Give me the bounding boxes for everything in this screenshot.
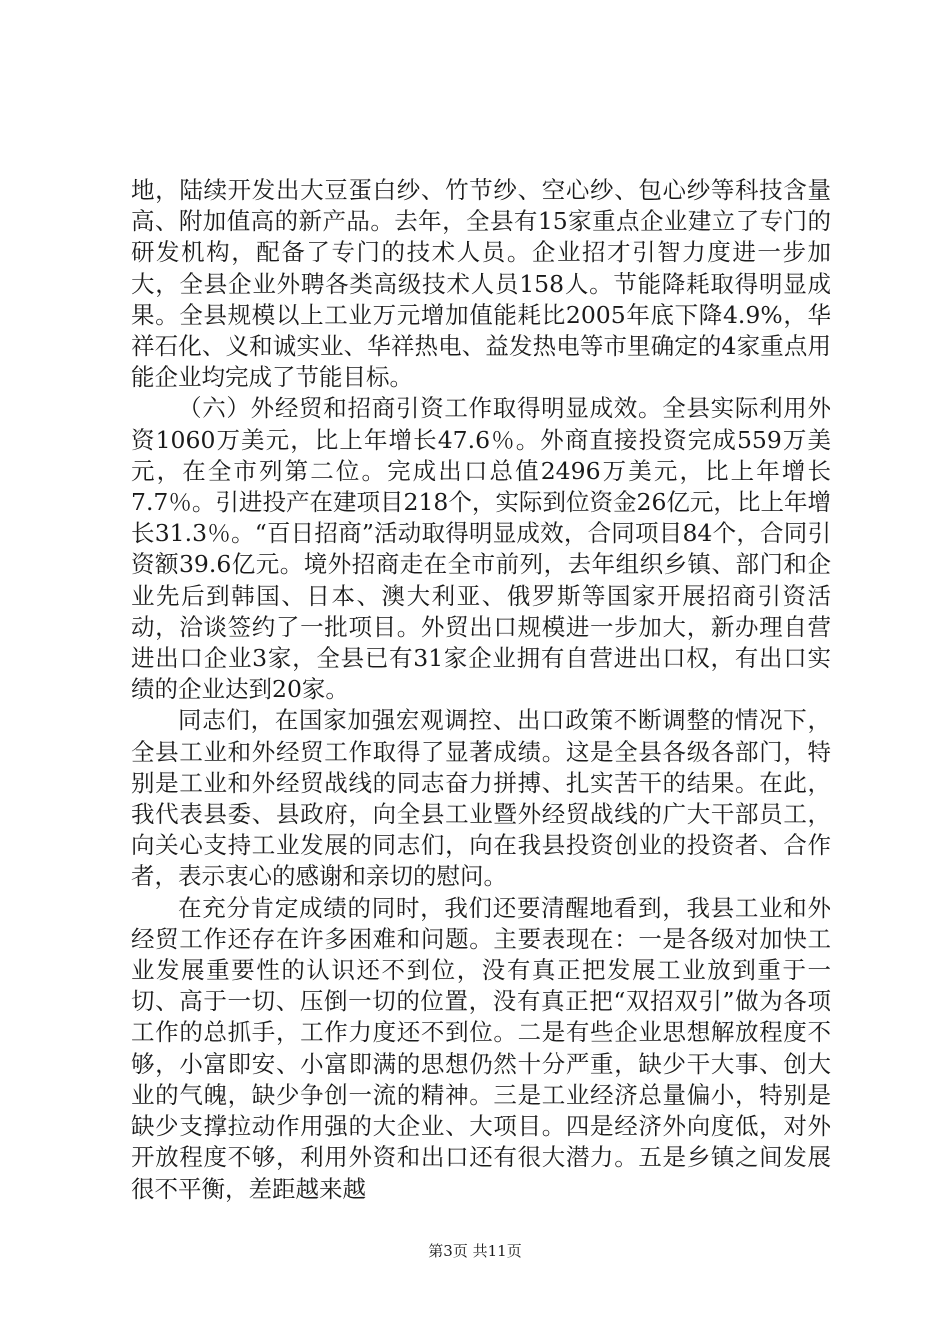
paragraph-4: 在充分肯定成绩的同时，我们还要清醒地看到，我县工业和外经贸工作还存在许多困难和问题。主要表现在：一是各级对加快工业发展重要性的认识还不到位，没有真正把发展工业放到重于一切、高于一切、压倒一切的位置，没有真正把“双招双引”做为各项工作的总抓手，工作力度还不到位。二是有些企业思想解放程度不够，小富即安、小富即满的思想仍然十分严重，缺少干大事、创大业的气魄，缺少争创一流的精神。三是工业经济总量偏小，特别是缺少支撑拉动作用强的大企业、大项目。四是经济外向度低，对外开放程度不够，利用外资和出口还有很大潜力。五是乡镇之间发展很不平衡，差距越来越 <box>131 893 831 1203</box>
page-number-footer: 第3页 共11页 <box>428 1242 522 1260</box>
paragraph-3: 同志们，在国家加强宏观调控、出口政策不断调整的情况下，全县工业和外经贸工作取得了显著成绩。这是全县各级各部门，特别是工业和外经贸战线的同志奋力拼搏、扎实苦干的结果。在此，我代表县委、县政府，向全县工业暨外经贸战线的广大干部员工，向关心支持工业发展的同志们，向在我县投资创业的投资者、合作者，表示衷心的感谢和亲切的慰问。 <box>131 706 831 891</box>
paragraph-1: 地，陆续开发出大豆蛋白纱、竹节纱、空心纱、包心纱等科技含量高、附加值高的新产品。去年，全县有15家重点企业建立了专门的研发机构，配备了专门的技术人员。企业招才引智力度进一步加大，全县企业外聘各类高级技术人员158人。节能降耗取得明显成果。全县规模以上工业万元增加值能耗比2005年底下降4.9%，华祥石化、义和诚实业、华祥热电、益发热电等市里确定的4家重点用能企业均完成了节能目标。 <box>131 176 831 392</box>
paragraph-2: （六）外经贸和招商引资工作取得明显成效。全县实际利用外资1060万美元，比上年增长47.6％。外商直接投资完成559万美元，在全市列第二位。完成出口总值2496万美元，比上年增长7.7％。引进投产在建项目218个，实际到位资金26亿元，比上年增长31.3％。“百日招商”活动取得明显成效，合同项目84个，合同引资额39.6亿元。境外招商走在全市前列，去年组织乡镇、部门和企业先后到韩国、日本、澳大利亚、俄罗斯等国家开展招商引资活动，洽谈签约了一批项目。外贸出口规模进一步加大，新办理自营进出口企业3家，全县已有31家企业拥有自营进出口权，有出口实绩的企业达到20家。 <box>131 394 831 704</box>
document-body <box>131 175 831 1205</box>
